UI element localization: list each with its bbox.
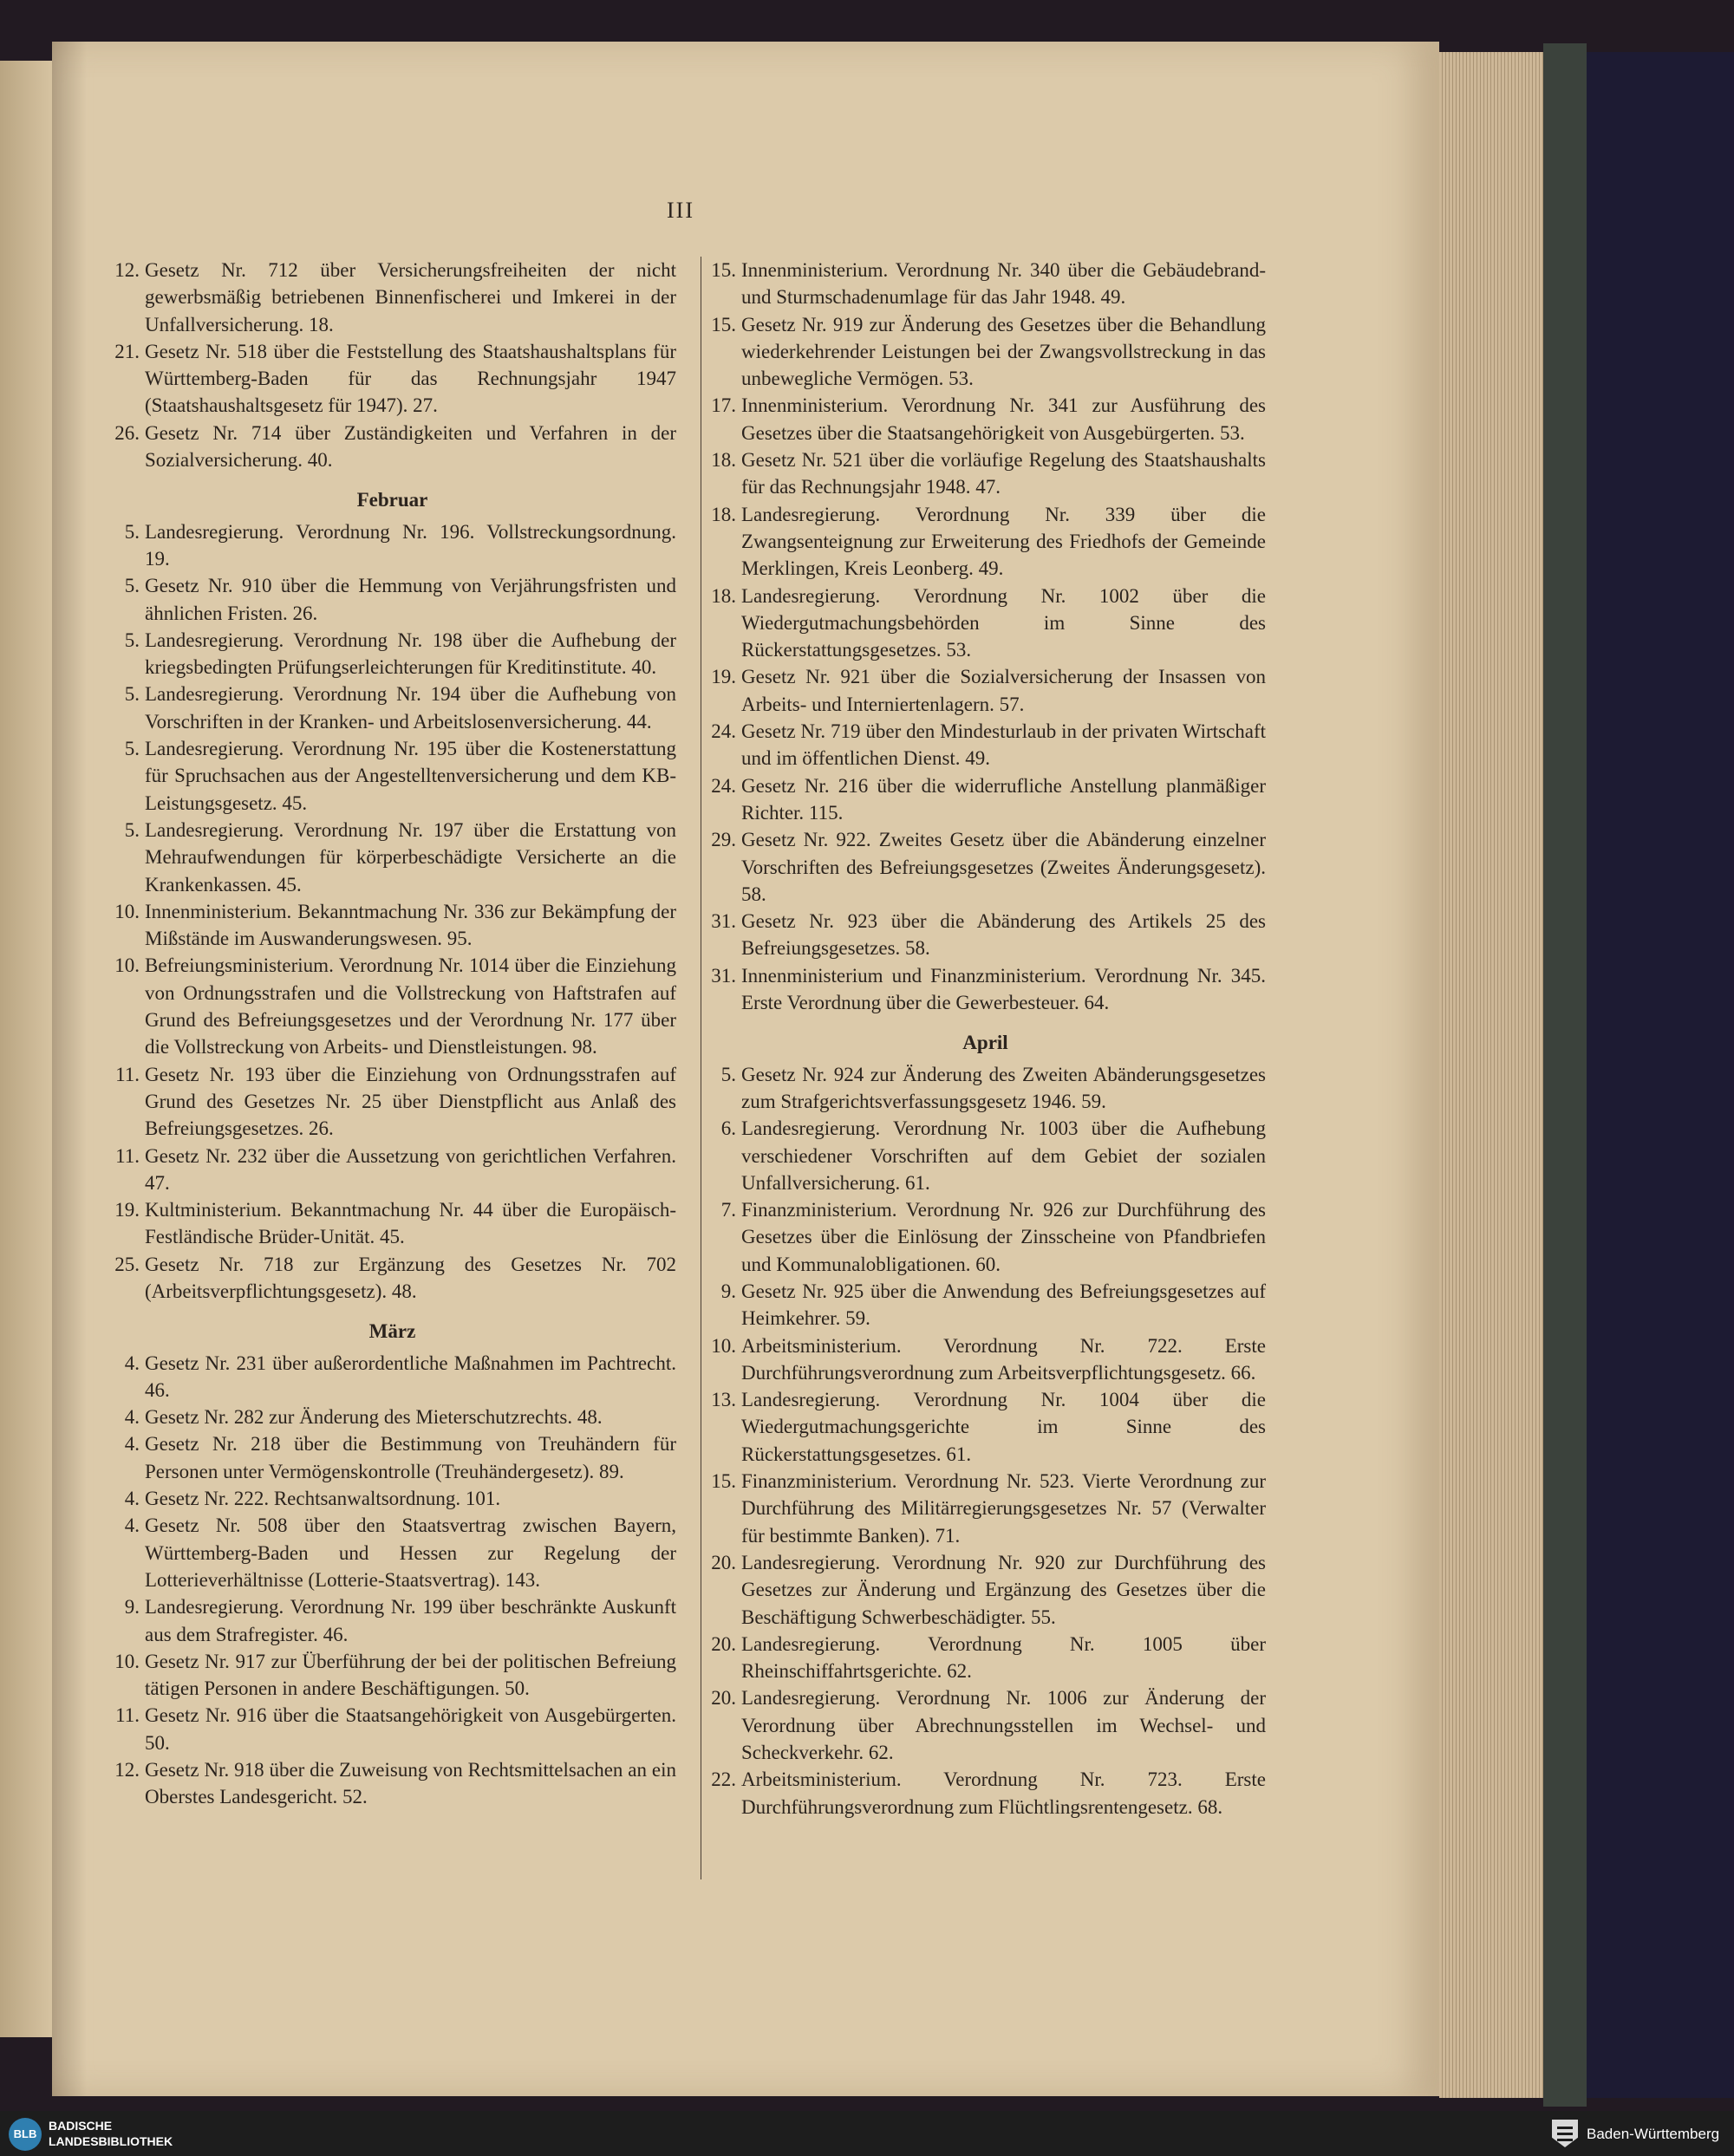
index-entry: [705, 501, 1266, 583]
footer-bar: [0, 2111, 1734, 2156]
entry-text: Gesetz Nr. 910 über die Hemmung von Verjährungsfristen und ähnlichen Fristen. 26.: [145, 575, 676, 624]
entry-day: 5.: [124, 818, 140, 841]
library-name-line1: BADISCHE: [49, 2119, 113, 2133]
entry-text: Landesregierung. Verordnung Nr. 1003 über die Aufhebung verschiedener Vorschriften auf dem Gebiet der sozialen Unfallversicherung. 61.: [741, 1117, 1266, 1194]
entry-day: 9.: [124, 1596, 140, 1619]
entry-text: Landesregierung. Verordnung Nr. 197 über die Erstattung von Mehraufwendungen für körperbeschädigte Versicherte an die Krankenkassen. 45.: [145, 818, 676, 896]
entry-day: 20.: [711, 1632, 736, 1655]
entry-text: Landesregierung. Verordnung Nr. 920 zur Durchführung des Gesetzes zur Änderung und Ergänzung des Gesetzes über die Beschäftigung Schwerbeschädigter. 55.: [741, 1551, 1266, 1628]
entry-day: 22.: [711, 1768, 736, 1791]
index-entry: [108, 735, 676, 817]
index-entry: [705, 1766, 1266, 1821]
entry-text: Gesetz Nr. 282 zur Änderung des Mieterschutzrechts. 48.: [145, 1406, 603, 1429]
index-entry: [108, 1196, 676, 1251]
index-entry: [108, 1485, 676, 1512]
entry-day: 12.: [114, 1759, 140, 1781]
entry-day: 29.: [711, 829, 736, 851]
entry-text: Gesetz Nr. 518 über die Feststellung des Staatshaushaltsplans für Württemberg-Baden für das Rechnungsjahr 1947 (Staatshaushaltsgesetz für 1947). 27.: [145, 340, 676, 417]
entry-text: Landesregierung. Verordnung Nr. 1002 über die Wiedergutmachungsbehörden im Sinne des Rückerstattungsgesetzes. 53.: [741, 584, 1266, 661]
index-entry: [705, 311, 1266, 393]
entry-day: 19.: [711, 666, 736, 688]
month-heading: März: [368, 1320, 416, 1343]
entry-text: Landesregierung. Verordnung Nr. 195 über die Kostenerstattung für Spruchsachen aus der Angestelltenversicherung und dem KB-Leistungsgesetz. 45.: [145, 738, 676, 814]
index-entry: [108, 420, 676, 474]
library-name: [49, 2118, 173, 2149]
entry-day: 4.: [124, 1514, 140, 1537]
entry-day: 19.: [114, 1199, 140, 1221]
entry-text: Kultministerium. Bekanntmachung Nr. 44 über die Europäisch-Festländische Brüder-Unität. 45.: [145, 1199, 676, 1248]
entry-text: Arbeitsministerium. Verordnung Nr. 723. Erste Durchführungsverordnung zum Flüchtlingsrentengesetz. 68.: [741, 1768, 1266, 1818]
entry-text: Landesregierung. Verordnung Nr. 196. Vollstreckungsordnung. 19.: [145, 520, 676, 570]
entry-text: Gesetz Nr. 521 über die vorläufige Regelung des Staatshaushalts für das Rechnungsjahr 1948. 47.: [741, 449, 1266, 498]
index-entry: [108, 898, 676, 953]
index-entry: [108, 1251, 676, 1306]
entry-day: 26.: [114, 421, 140, 444]
entry-day: 31.: [711, 910, 736, 933]
entry-day: 10.: [114, 954, 140, 977]
index-entry: [108, 1648, 676, 1703]
index-entry: [108, 952, 676, 1060]
index-entry: [705, 1196, 1266, 1278]
entry-day: 9.: [720, 1280, 736, 1302]
index-entry: [705, 1631, 1266, 1685]
entry-day: 5.: [124, 738, 140, 760]
entry-text: Gesetz Nr. 718 zur Ergänzung des Gesetzes Nr. 702 (Arbeitsverpflichtungsgesetz). 48.: [145, 1253, 676, 1302]
index-entry: [705, 583, 1266, 664]
entry-text: Finanzministerium. Verordnung Nr. 523. Vierte Verordnung zur Durchführung des Militärregierungsgesetzes Nr. 57 (Verwalter für bestimmte Banken). 71.: [741, 1470, 1266, 1547]
entry-day: 5.: [124, 683, 140, 706]
entry-day: 10.: [711, 1334, 736, 1357]
entry-text: Gesetz Nr. 218 über die Bestimmung von Treuhändern für Personen unter Vermögenskontrolle (Treuhändergesetz). 89.: [145, 1433, 676, 1482]
index-entry: [108, 1143, 676, 1197]
entry-text: Innenministerium. Verordnung Nr. 340 über die Gebäudebrand- und Sturmschadenumlage für das Jahr 1948. 49.: [741, 259, 1266, 309]
entry-day: 15.: [711, 1470, 736, 1493]
index-entry: [705, 1115, 1266, 1196]
entry-day: 15.: [711, 259, 736, 281]
left-column: [108, 257, 676, 1811]
entry-day: 13.: [711, 1389, 736, 1411]
index-entry: [108, 627, 676, 681]
library-name-line2: LANDESBIBLIOTHEK: [49, 2134, 173, 2148]
blb-logo-icon: BLB: [9, 2118, 42, 2151]
entry-text: Gesetz Nr. 917 zur Überführung der bei der politischen Befreiung tätigen Personen in andere Beschäftigungen. 50.: [145, 1650, 676, 1700]
entry-text: Gesetz Nr. 921 über die Sozialversicherung der Insassen von Arbeits- und Interniertenlagern. 57.: [741, 666, 1266, 715]
scan-backdrop: [1587, 52, 1734, 2098]
index-entry: [108, 518, 676, 573]
entry-day: 4.: [124, 1406, 140, 1429]
entry-day: 12.: [114, 259, 140, 281]
entry-day: 6.: [720, 1117, 736, 1140]
entry-text: Gesetz Nr. 712 über Versicherungsfreiheiten der nicht gewerbsmäßig betriebenen Binnenfischerei und Imkerei in der Unfallversicherung. 18.: [145, 259, 676, 335]
facing-page-edge: [0, 61, 52, 2037]
entry-text: Gesetz Nr. 508 über den Staatsvertrag zwischen Bayern, Württemberg-Baden und Hessen zur Regelung der Lotterieverhältnisse (Lotterie-Staatsvertrag). 143.: [145, 1514, 676, 1591]
index-entry: [705, 392, 1266, 446]
index-entry: [108, 257, 676, 338]
entry-day: 24.: [711, 774, 736, 797]
entry-text: Innenministerium. Bekanntmachung Nr. 336 zur Bekämpfung der Mißstände im Auswanderungswesen. 95.: [145, 900, 676, 950]
entry-day: 20.: [711, 1551, 736, 1573]
index-entry: [705, 826, 1266, 908]
entry-day: 7.: [720, 1199, 736, 1221]
entry-day: 5.: [124, 629, 140, 651]
index-entry: [705, 446, 1266, 501]
entry-day: 20.: [711, 1687, 736, 1710]
state-name: Baden-Württemberg: [1587, 2126, 1720, 2142]
entry-day: 11.: [115, 1144, 140, 1167]
entry-text: Landesregierung. Verordnung Nr. 1006 zur Änderung der Verordnung über Abrechnungsstellen im Wechsel- und Scheckverkehr. 62.: [741, 1687, 1266, 1764]
entry-text: Gesetz Nr. 919 zur Änderung des Gesetzes über die Behandlung wiederkehrender Leistungen bei der Zwangsvollstreckung in das unbewegliche Vermögen. 53.: [741, 313, 1266, 390]
index-entry: [705, 1332, 1266, 1387]
entry-day: 31.: [711, 964, 736, 987]
entry-day: 18.: [711, 503, 736, 525]
entry-day: 24.: [711, 720, 736, 743]
index-entry: [705, 772, 1266, 827]
index-entry: [705, 663, 1266, 718]
entry-text: Gesetz Nr. 193 über die Einziehung von Ordnungsstrafen auf Grund des Gesetzes Nr. 25 über Dienstpflicht aus Anlaß des Befreiungsgesetzes. 26.: [145, 1063, 676, 1140]
entry-text: Gesetz Nr. 714 über Zuständigkeiten und Verfahren in der Sozialversicherung. 40.: [145, 421, 676, 472]
index-entry: [108, 572, 676, 627]
entry-text: Befreiungsministerium. Verordnung Nr. 1014 über die Einziehung von Ordnungsstrafen und die Vollstreckung von Haftstrafen auf Grund des Befreiungsgesetzes und der Verordnung Nr. 177 über die Vollstreckung von Arbeits- und Dienstleistungen. 98.: [145, 954, 676, 1058]
page-number: III: [667, 198, 694, 223]
entry-text: Landesregierung. Verordnung Nr. 1005 über Rheinschiffahrtsgerichte. 62.: [741, 1632, 1266, 1683]
entry-day: 4.: [124, 1433, 140, 1456]
entry-text: Landesregierung. Verordnung Nr. 198 über die Aufhebung der kriegsbedingten Prüfungserleichterungen für Kreditinstitute. 40.: [145, 629, 676, 679]
entry-text: Innenministerium. Verordnung Nr. 341 zur Ausführung des Gesetzes über die Staatsangehörigkeit von Ausgebürgerten. 53.: [741, 394, 1266, 444]
index-entry: [705, 1386, 1266, 1468]
entry-text: Gesetz Nr. 924 zur Änderung des Zweiten Abänderungsgesetzes zum Strafgerichtsverfassungsgesetz 1946. 59.: [741, 1063, 1266, 1112]
entry-text: Gesetz Nr. 719 über den Mindesturlaub in der privaten Wirtschaft und im öffentlichen Dienst. 49.: [741, 720, 1266, 770]
page-gutter-shadow: [52, 42, 87, 2096]
month-heading: Februar: [356, 489, 428, 511]
entry-text: Gesetz Nr. 916 über die Staatsangehörigkeit von Ausgebürgerten. 50.: [145, 1704, 676, 1754]
entry-day: 11.: [115, 1063, 140, 1085]
index-entry: [108, 1702, 676, 1756]
entry-text: Gesetz Nr. 216 über die widerrufliche Anstellung planmäßiger Richter. 115.: [741, 774, 1266, 824]
entry-text: Gesetz Nr. 922. Zweites Gesetz über die Abänderung einzelner Vorschriften des Befreiungsgesetzes (Zweites Änderungsgesetz). 58.: [741, 829, 1266, 905]
entry-text: Finanzministerium. Verordnung Nr. 926 zur Durchführung des Gesetzes über die Einlösung der Zinsscheine von Pfandbriefen und Kommunalobligationen. 60.: [741, 1199, 1266, 1275]
entry-day: 25.: [114, 1253, 140, 1275]
entry-text: Landesregierung. Verordnung Nr. 339 über die Zwangsenteignung zur Erweiterung des Friedhofs der Gemeinde Merklingen, Kreis Leonberg. 49.: [741, 503, 1266, 580]
index-entry: [108, 1430, 676, 1485]
index-entry: [705, 257, 1266, 311]
entry-day: 10.: [114, 1650, 140, 1672]
entry-day: 21.: [114, 340, 140, 362]
entry-day: 5.: [720, 1063, 736, 1085]
entry-day: 18.: [711, 449, 736, 472]
index-entry: [705, 1549, 1266, 1631]
index-entry: [108, 1404, 676, 1430]
page-stack-edges: [1439, 52, 1543, 2098]
entry-text: Gesetz Nr. 918 über die Zuweisung von Rechtsmittelsachen an ein Oberstes Landesgericht. 52.: [145, 1759, 676, 1808]
entry-text: Landesregierung. Verordnung Nr. 194 über die Aufhebung von Vorschriften in der Kranken- und Arbeitslosenversicherung. 44.: [145, 683, 676, 733]
index-entry: [108, 1756, 676, 1811]
entry-text: Gesetz Nr. 231 über außerordentliche Maßnahmen im Pachtrecht. 46.: [145, 1352, 676, 1401]
index-entry: [705, 1684, 1266, 1766]
index-entry: [108, 1512, 676, 1593]
index-entry: [108, 1593, 676, 1648]
index-entry: [108, 681, 676, 735]
right-column: [698, 257, 1266, 1821]
index-entry: [705, 1278, 1266, 1332]
entry-day: 10.: [114, 900, 140, 922]
entry-day: 4.: [124, 1488, 140, 1510]
entry-text: Landesregierung. Verordnung Nr. 199 über beschränkte Auskunft aus dem Strafregister. 46.: [145, 1596, 676, 1645]
entry-text: Gesetz Nr. 232 über die Aussetzung von gerichtlichen Verfahren. 47.: [145, 1144, 676, 1194]
index-entry: [108, 817, 676, 898]
entry-text: Innenministerium und Finanzministerium. Verordnung Nr. 345. Erste Verordnung über die Gewerbesteuer. 64.: [741, 964, 1266, 1014]
entry-day: 4.: [124, 1352, 140, 1374]
entry-text: Gesetz Nr. 925 über die Anwendung des Befreiungsgesetzes auf Heimkehrer. 59.: [741, 1280, 1266, 1330]
entry-day: 15.: [711, 313, 736, 335]
index-entry: [108, 1061, 676, 1143]
index-entry: [705, 962, 1266, 1017]
entry-day: 11.: [115, 1704, 140, 1727]
index-entry: [705, 1468, 1266, 1549]
entry-text: Landesregierung. Verordnung Nr. 1004 über die Wiedergutmachungsgerichte im Sinne des Rückerstattungsgesetzes. 61.: [741, 1389, 1266, 1465]
month-heading: April: [962, 1032, 1008, 1054]
index-entry: [705, 1061, 1266, 1116]
entry-text: Gesetz Nr. 923 über die Abänderung des Artikels 25 des Befreiungsgesetzes. 58.: [741, 910, 1266, 960]
entry-day: 5.: [124, 520, 140, 543]
entry-day: 5.: [124, 575, 140, 597]
index-entry: [108, 1350, 676, 1404]
entry-day: 18.: [711, 584, 736, 607]
book-cover-spine: [1543, 43, 1587, 2107]
entry-text: Gesetz Nr. 222. Rechtsanwaltsordnung. 101.: [145, 1488, 501, 1510]
entry-day: 17.: [711, 394, 736, 417]
index-entry: [705, 908, 1266, 962]
index-entry: [108, 338, 676, 420]
entry-text: Arbeitsministerium. Verordnung Nr. 722. Erste Durchführungsverordnung zum Arbeitsverpflichtungsgesetz. 66.: [741, 1334, 1266, 1384]
index-entry: [705, 718, 1266, 772]
